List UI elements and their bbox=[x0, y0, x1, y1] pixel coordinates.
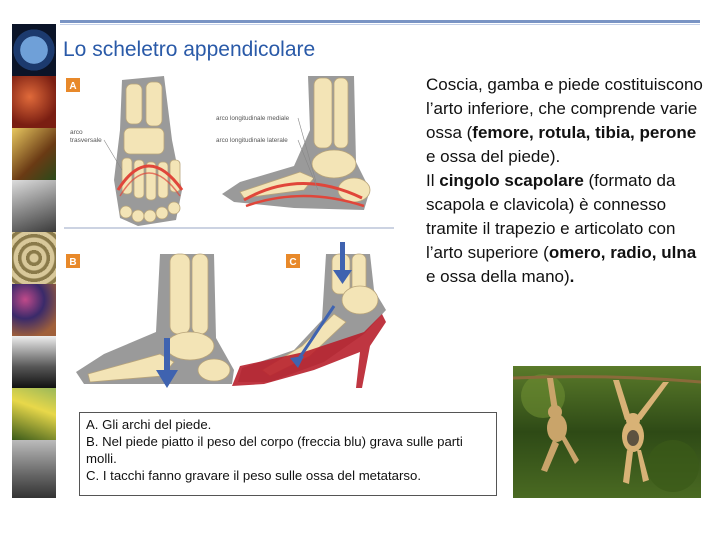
animal-image bbox=[12, 180, 56, 232]
fossil-image bbox=[12, 232, 56, 284]
panel-a-side-view bbox=[216, 76, 370, 210]
p2-period: . bbox=[569, 267, 575, 286]
decorative-photo-strip bbox=[12, 24, 56, 498]
header-rule-light bbox=[60, 24, 700, 25]
body-text bbox=[426, 73, 708, 289]
p2-mid: (formato da scapola e clavicola) è connesso tramite il trapezio e articolato con l’arto superiore ( bbox=[426, 171, 676, 262]
panel-b-label: B bbox=[69, 257, 77, 268]
cells-image bbox=[12, 284, 56, 336]
earth-image bbox=[12, 24, 56, 76]
flower-image bbox=[12, 336, 56, 388]
p2-bold1: cingolo scapolare bbox=[439, 171, 584, 190]
p1-end: e ossa del piede). bbox=[426, 147, 561, 166]
p2-bold2: omero, radio, ulna bbox=[548, 243, 697, 262]
paragraph-shoulder-girdle bbox=[426, 169, 708, 289]
caption-line-c: C. I tacchi fanno gravare il peso sulle ossa del metatarso. bbox=[86, 468, 421, 483]
panel-a-top-view bbox=[66, 76, 182, 226]
weight-arrow-b-shaft bbox=[164, 338, 170, 372]
plant-image bbox=[12, 388, 56, 440]
lab-image bbox=[12, 440, 56, 498]
panel-c-high-heel bbox=[232, 242, 386, 388]
panel-b-flat-foot bbox=[66, 254, 234, 388]
header-rule bbox=[60, 20, 700, 23]
butterfly-image bbox=[12, 128, 56, 180]
slide-title: Lo scheletro appendicolare bbox=[63, 38, 316, 61]
label-arco-laterale: arco longitudinale laterale bbox=[216, 137, 288, 144]
foot-arches-figure bbox=[64, 70, 404, 392]
p1-start: Coscia, gamba e piede costituiscono l’arto inferiore, che comprende varie ossa ( bbox=[426, 75, 703, 142]
panel-a-label: A bbox=[69, 81, 77, 92]
panel-c-label: C bbox=[289, 257, 297, 268]
label-arco-trasversale-2: trasversale bbox=[70, 137, 102, 144]
label-arco-trasversale-1: arco bbox=[70, 129, 83, 136]
p2-start: Il bbox=[426, 171, 440, 190]
caption-line-a: A. Gli archi del piede. bbox=[86, 417, 212, 432]
gibbons-photo bbox=[513, 366, 701, 498]
label-arco-mediale: arco longitudinale mediale bbox=[216, 115, 290, 122]
p1-bold: femore, rotula, tibia, perone bbox=[472, 123, 697, 142]
p2-end: e ossa della mano) bbox=[426, 267, 570, 286]
weight-arrow-c-shaft bbox=[340, 242, 345, 272]
paragraph-lower-limb bbox=[426, 73, 708, 169]
red-organism-image bbox=[12, 76, 56, 128]
caption-line-b: B. Nel piede piatto il peso del corpo (freccia blu) grava sulle parti molli. bbox=[86, 434, 463, 466]
figure-caption-box bbox=[79, 412, 497, 496]
